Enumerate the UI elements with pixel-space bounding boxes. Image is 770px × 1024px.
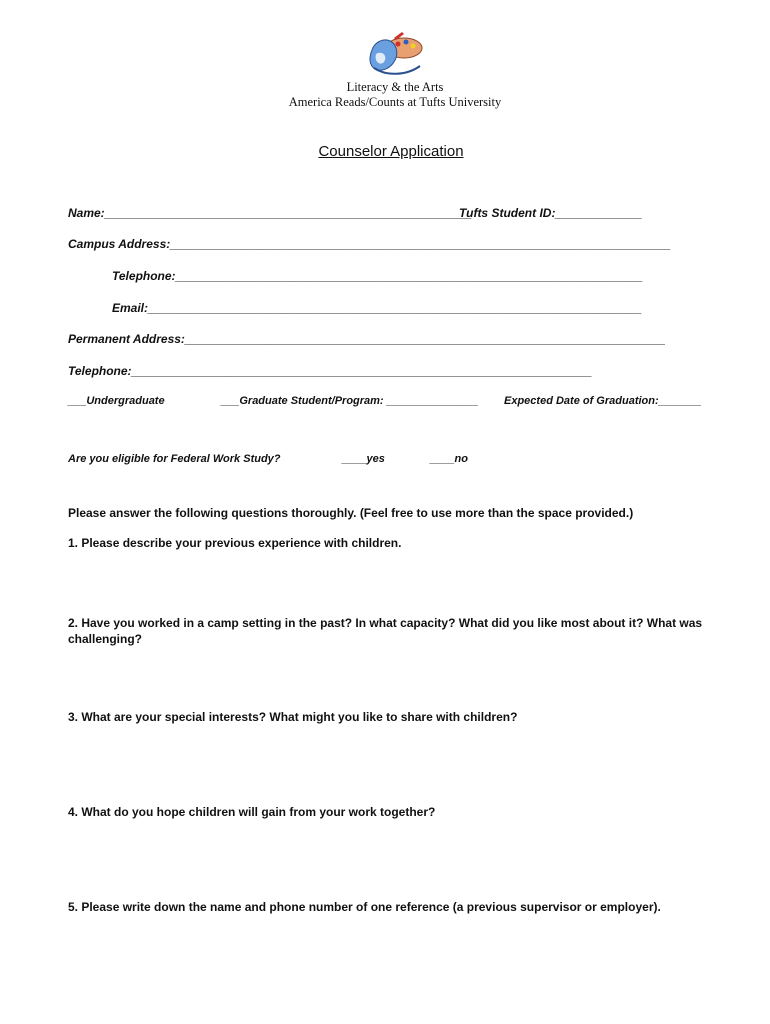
work-study-yes[interactable]: ____yes xyxy=(342,453,385,465)
student-id-field[interactable]: Tufts Student ID:_____________ xyxy=(459,206,643,220)
instructions: Please answer the following questions thoroughly. (Feel free to use more than the space provided.) xyxy=(68,506,634,520)
graduate-option[interactable]: ___Graduate Student/Program: _______________ xyxy=(221,395,479,407)
question-1: 1. Please describe your previous experience with children. xyxy=(68,536,402,550)
undergraduate-option[interactable]: ___Undergraduate xyxy=(68,395,165,407)
permanent-telephone-field[interactable]: Telephone:_____________________________________________________________________ xyxy=(68,364,593,378)
org-name: Literacy & the Arts xyxy=(346,80,444,94)
question-3: 3. What are your special interests? What might you like to share with children? xyxy=(68,710,518,724)
name-field[interactable]: Name:_______________________________________________________ xyxy=(68,206,472,220)
org-subtitle: America Reads/Counts at Tufts University xyxy=(288,95,502,109)
question-5: 5. Please write down the name and phone number of one reference (a previous supervisor or employer). xyxy=(68,900,661,914)
graduation-date-field[interactable]: Expected Date of Graduation:_______ xyxy=(504,395,702,407)
permanent-address-field[interactable]: Permanent Address:________________________________________________________________________ xyxy=(68,332,666,346)
work-study-question: Are you eligible for Federal Work Study? xyxy=(68,453,281,465)
campus-telephone-field[interactable]: Telephone:______________________________________________________________________ xyxy=(112,269,643,283)
work-study-no[interactable]: ____no xyxy=(430,453,468,465)
email-field[interactable]: Email:__________________________________________________________________________ xyxy=(112,301,642,315)
question-4: 4. What do you hope children will gain from your work together? xyxy=(68,805,436,819)
painter-palette-logo-icon xyxy=(366,30,428,80)
campus-address-field[interactable]: Campus Address:___________________________________________________________________________ xyxy=(68,237,671,251)
question-2: 2. Have you worked in a camp setting in the past? In what capacity? What did you like most about it? What was challenging? xyxy=(68,616,703,646)
page-title: Counselor Application xyxy=(318,143,464,160)
